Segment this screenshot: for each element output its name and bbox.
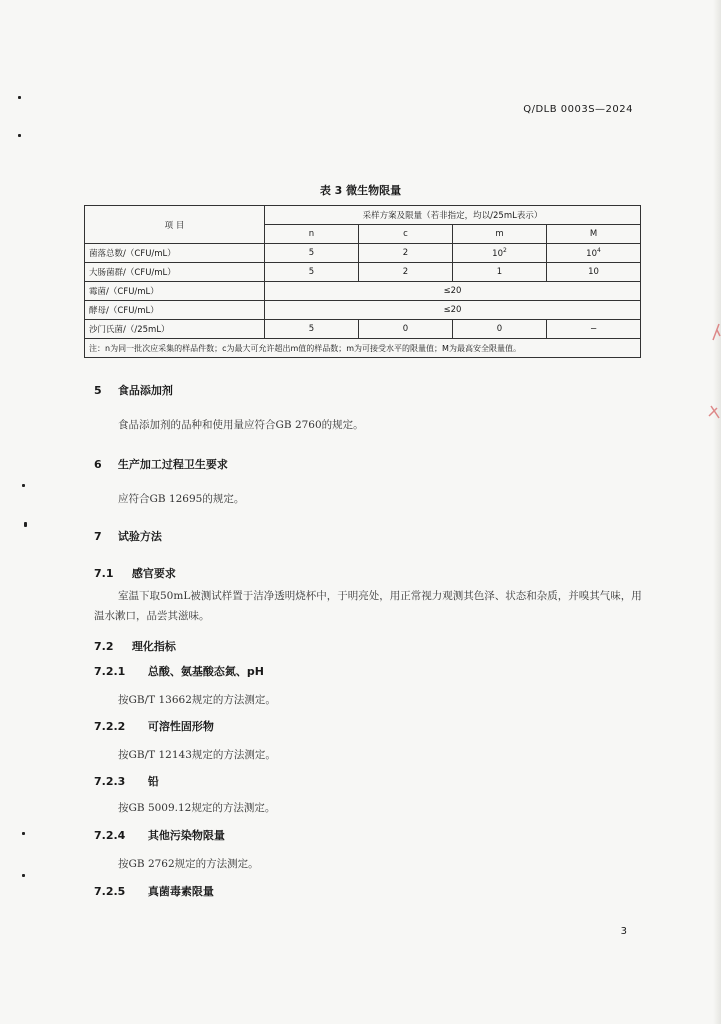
scan-mark [18,134,21,137]
scan-mark [22,832,25,835]
row-item: 沙门氏菌/（/25mL） [85,320,265,339]
cell-merged-limit: ≤20 [265,301,641,320]
section-7-heading: 7 试验方法 [94,530,162,543]
section-7-2-3-heading: 7.2.3 铅 [94,775,159,788]
cell-m: 0 [453,320,547,339]
page-number: 3 [620,926,627,937]
section-7-2-4-heading: 7.2.4 其他污染物限量 [94,829,225,842]
seal-fragment-bottom [707,402,721,422]
row-item: 酵母/（CFU/mL） [85,301,265,320]
section-7-2-2-text: 按GB/T 12143规定的方法测定。 [118,749,276,761]
section-7-2-5-heading: 7.2.5 真菌毒素限量 [94,885,214,898]
cell-c: 2 [359,244,453,263]
table-row [85,320,641,339]
scan-mark [22,484,25,487]
cell-M: 10 [547,263,641,282]
section-6-heading: 6 生产加工过程卫生要求 [94,458,228,471]
scan-mark [24,522,27,527]
col-M: M [547,225,641,244]
section-5-heading: 5 食品添加剂 [94,384,173,397]
table-title: 表 3 微生物限量 [319,184,402,197]
cell-n: 5 [265,263,359,282]
table-row [85,244,641,263]
cell-M: $10^4$ [547,244,641,263]
section-7-1-text: 室温下取50mL被测试样置于洁净透明烧杯中，于明亮处，用正常视力观测其色泽、状态和杂质，并嗅其气味，用温水漱口，品尝其滋味。 [94,590,642,622]
table-note: 注：n为同一批次应采集的样品件数；c为最大可允许超出m值的样品数；m为可接受水平的限量值；M为最高安全限量值。 [85,339,641,358]
cell-c: 2 [359,263,453,282]
cell-m: 1 [453,263,547,282]
row-item: 菌落总数/（CFU/mL） [85,244,265,263]
section-7-2-2-heading: 7.2.2 可溶性固形物 [94,720,214,733]
cell-M: − [547,320,641,339]
seal-fragment-top [707,322,721,342]
sampling-plan-header: 采样方案及限量（若非指定，均以/25mL表示） [265,206,641,225]
scan-mark [22,874,25,877]
scan-edge [713,0,721,1024]
section-7-2-4-text: 按GB 2762规定的方法测定。 [118,858,259,870]
row-item: 霉菌/（CFU/mL） [85,282,265,301]
section-5-text: 食品添加剂的品种和使用量应符合GB 2760的规定。 [118,419,364,431]
section-7-2-1-text: 按GB/T 13662规定的方法测定。 [118,694,276,706]
table-row [85,263,641,282]
col-c: c [359,225,453,244]
col-m: m [453,225,547,244]
scan-mark [18,96,21,99]
row-item: 大肠菌群/（CFU/mL） [85,263,265,282]
table-header-row [85,206,641,225]
table-note-row [85,339,641,358]
table-row [85,282,641,301]
item-column-header: 项 目 [85,206,265,244]
cell-m: $10^2$ [453,244,547,263]
table-row [85,301,641,320]
cell-merged-limit: ≤20 [265,282,641,301]
section-7-2-1-heading: 7.2.1 总酸、氨基酸态氮、pH [94,665,264,678]
section-7-2-3-text: 按GB 5009.12规定的方法测定。 [118,802,276,814]
section-7-2-heading: 7.2 理化指标 [94,640,176,653]
microbial-limits-table [84,205,641,358]
section-6-text: 应符合GB 12695的规定。 [118,493,245,505]
cell-c: 0 [359,320,453,339]
cell-n: 5 [265,244,359,263]
document-code: Q/DLB 0003S—2024 [523,104,633,115]
section-7-1-heading: 7.1 感官要求 [94,567,176,580]
cell-n: 5 [265,320,359,339]
col-n: n [265,225,359,244]
